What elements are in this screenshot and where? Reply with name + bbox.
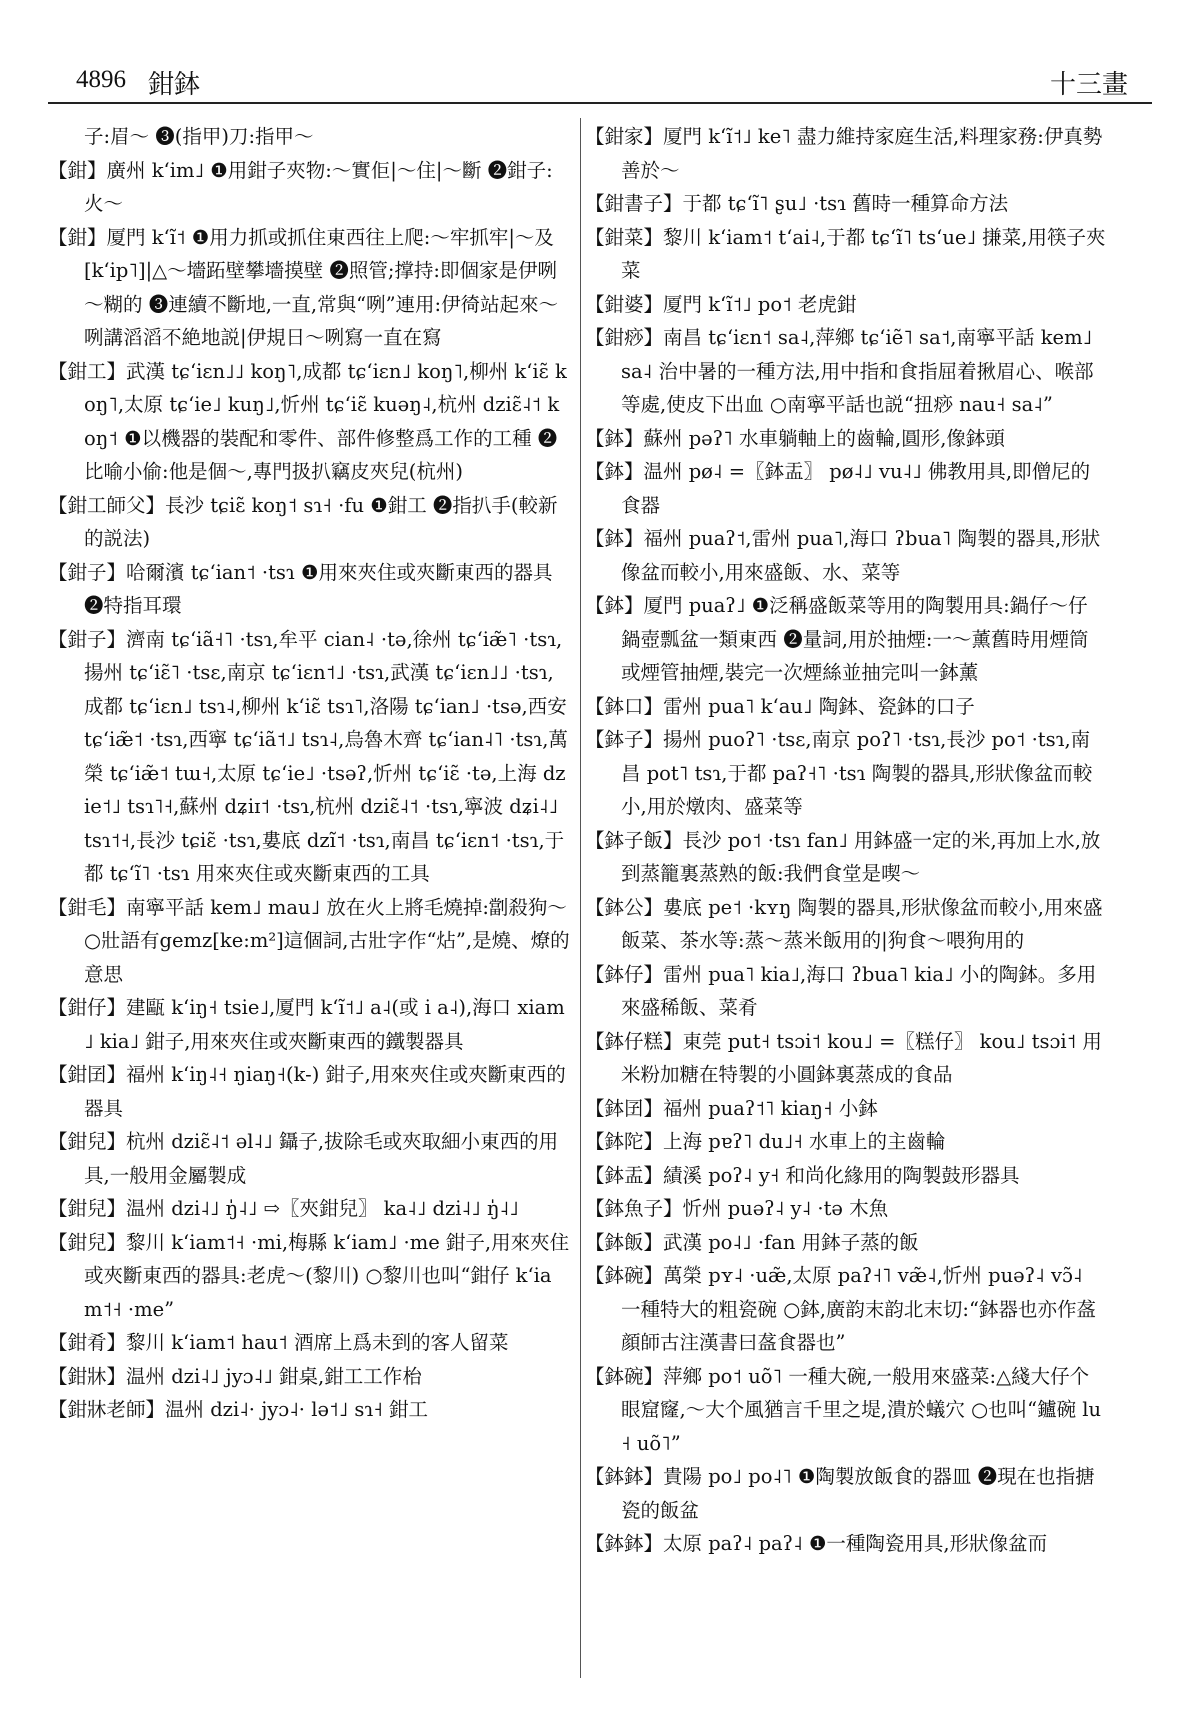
page-header [48,58,1152,104]
entry-continuation: 子:眉～ ❸(指甲)刀:指甲～ [84,125,314,148]
dictionary-entry: 【鉢】福州 puaʔ˦,雷州 pua˥,海口 ʔbua˥ 陶製的器具,形狀像盆而較小,用來盛飯、水、菜等 [585,527,1101,584]
dictionary-entry: 【鉢仔糕】東莞 put˧ tsɔi˦ kou˩ =〖糕仔〗 kou˩ tsɔi˦ 用米粉加糖在特製的小圓鉢裏蒸成的食品 [585,1029,1102,1086]
dictionary-entry: 【鉢仔】雷州 pua˥ kia˩,海口 ʔbua˥ kia˩ 小的陶鉢。多用來盛稀飯、菜肴 [585,962,1097,1019]
dictionary-entry: 【鉢陀】上海 pɐʔ˥ du˩˧ 水車上的主齒輪 [585,1130,946,1153]
dictionary-entry: 【鉗工】武漢 tɕʻiɛn˩˩ koŋ˥,成都 tɕʻiɛn˩ koŋ˥,柳州 kʻiɛ̃ koŋ˥,太原 tɕʻie˩ kuŋ˩,忻州 tɕʻiɛ̃ kuəŋ˨,杭州 dziɛ̃˨˦ koŋ˦ ❶以機器的裝配和零件、部件修整爲工作的工種 ❷比喻小偷:他是個～,專門扱扒竊皮夾兒(杭州) [48,359,567,483]
dictionary-entry: 【鉢盂】績溪 poʔ˨ y˧ 和尚化緣用的陶製鼓形器具 [585,1163,1020,1187]
dictionary-entry: 【鉗肴】黎川 kʻiam˦ hau˦ 酒席上爲未到的客人留菜 [48,1331,509,1354]
dictionary-entry: 【鉗子】濟南 tɕʻiã˧˥ ·tsɿ,牟平 cian˨ ·tə,徐州 tɕʻiæ̃˥ ·tsɿ,揚州 tɕʻiɛ̃˥ ·tsɛ,南京 tɕʻiɛn˦˩ ·tsɿ,武漢 tɕʻiɛn˩˩ ·tsɿ,成都 tɕʻiɛn˩ tsɿ˨,柳州 kʻiɛ̃ tsɿ˥,洛陽 tɕʻian˩ ·tsə,西安 tɕʻiæ̃˦ ·tsɿ,西寧 tɕʻiã˦˩ tsɿ˨,烏魯木齊 tɕʻian˨˥ ·tsɿ,萬榮 tɕʻiæ̃˦ tɯ˧,太原 tɕʻie˩ ·tsəʔ,忻州 tɕʻiɛ̃ ·tə,上海 dzie˦˩ tsɿ˥˧,蘇州 dʑiɪ˦ ·tsɿ,杭州 dziɛ̃˨˦ ·tsɿ,寧波 dʑi˨˩ tsɿ˦˧,長沙 tɕiɛ̃ ·tsɿ,婁底 dzĩ˦ ·tsɿ,南昌 tɕʻiɛn˦ ·tsɿ,于都 tɕʻĩ˥ ·tsɿ 用來夾住或夾斷東西的工具 [48,627,568,885]
dictionary-entry: 【鉢飯】武漢 po˨˩ ·fan 用鉢子蒸的飯 [585,1230,919,1254]
left-column [48,120,570,1427]
dictionary-entry: 【鉗牀】温州 dzi˨˩ jyɔ˨˩ 鉗桌,鉗工工作枱 [48,1364,422,1388]
dictionary-entry: 【鉢碗】萍鄉 po˦ uõ˥ 一種大碗,一般用來盛菜:△綫大仔个眼窟窿,～大个風猶言千里之堤,潰於蟻穴 ○也叫“鑪碗 lu˧ uõ˥” [585,1364,1102,1455]
dictionary-entry: 【鉢公】婁底 pe˦ ·kʏŋ 陶製的器具,形狀像盆而較小,用來盛飯菜、茶水等:蒸～蒸米飯用的|狗食～喂狗用的 [585,895,1103,952]
dictionary-entry: 【鉢】蘇州 pəʔ˥ 水車躺軸上的齒輪,圓形,像鉢頭 [585,426,1005,450]
dictionary-entry: 【鉢鉢】貴陽 po˩ po˨˥ ❶陶製放飯食的器皿 ❷現在也指搪瓷的飯盆 [585,1465,1095,1522]
dictionary-entry: 【鉗工師父】長沙 tɕiɛ̃ koŋ˦ sɿ˧ ·fu ❶鉗工 ❷指扒手(較新的説法) [48,493,558,550]
dictionary-entry: 【鉗兒】温州 dzi˨˩ ŋ̍˨˩ ⇨〖夾鉗兒〗 ka˨˩ dzi˨˩ ŋ̍˨˩ [48,1197,519,1220]
dictionary-entry: 【鉢】厦門 puaʔ˩ ❶泛稱盛飯菜等用的陶製用具:鍋仔～仔鍋壺瓢盆一類東西 ❷量詞,用於抽煙:一～薰舊時用煙筒或煙管抽煙,裝完一次煙絲並抽完叫一鉢薰 [585,594,1089,684]
dictionary-entry: 【鉢口】雷州 pua˥ kʻau˩ 陶鉢、瓷鉢的口子 [585,694,975,718]
dictionary-entry: 【鉢囝】福州 puaʔ˦˥ kiaŋ˧ 小鉢 [585,1096,878,1120]
dictionary-entry: 【鉗兒】杭州 dziɛ̃˨˦ əl˨˩ 鑷子,拔除毛或夾取細小東西的用具,一般用金屬製成 [48,1130,559,1187]
dictionary-entry: 【鉢】温州 pø˨ =〖鉢盂〗 pø˨˩ vu˨˩ 佛教用具,即僧尼的食器 [585,460,1091,517]
right-column [585,120,1107,1561]
dictionary-entry: 【鉗書子】于都 tɕʻĩ˥ ʂu˩ ·tsɿ 舊時一種算命方法 [585,192,1009,215]
dictionary-entry: 【鉗菜】黎川 kʻiam˦ tʻai˨,于都 tɕʻĩ˥ tsʻue˩ 搛菜,用筷子夾菜 [585,225,1106,282]
dictionary-entry: 【鉗子】哈爾濱 tɕʻian˦ ·tsɿ ❶用來夾住或夾斷東西的器具 ❷特指耳環 [48,560,553,617]
dictionary-entry: 【鉗】厦門 kʻĩ˦ ❶用力抓或抓住東西往上爬:～牢抓牢|～及[kʻip˥]|△～墻跖壁攀墻摸壁 ❷照管;撑持:即個家是伊咧～糊的 ❸連續不斷地,一直,常與“咧”連用:伊徛站起來～咧講滔滔不絶地説|伊規日～咧寫一直在寫 [48,225,559,349]
section-label: 十三畫 [1049,70,1128,100]
dictionary-entry: 【鉢鉢】太原 paʔ˨ paʔ˨ ❶一種陶瓷用具,形狀像盆而 [585,1532,1048,1555]
dictionary-entry: 【鉗】廣州 kʻim˩ ❶用鉗子夾物:～實佢|～住|～斷 ❷鉗子:火～ [48,158,553,215]
dictionary-entry: 【鉗囝】福州 kʻiŋ˨˧ ŋiaŋ˧(k-) 鉗子,用來夾住或夾斷東西的器具 [48,1063,566,1120]
dictionary-entry: 【鉢碗】萬榮 pʏ˨ ·uæ̃,太原 paʔ˧˥ væ̃˨,忻州 puəʔ˨ vɔ̃˨ 一種特大的粗瓷碗 ○鉢,廣韵末韵北末切:“鉢器也亦作盋顔師古注漢書曰盋食器也” [585,1264,1096,1354]
dictionary-entry: 【鉗家】厦門 kʻĩ˦˩ ke˥ 盡力維持家庭生活,料理家務:伊真勢善於～ [585,125,1103,182]
dictionary-entry: 【鉗毛】南寧平話 kem˩ mau˩ 放在火上將毛燒掉:劏殺狗～ ○壯語有gemz[ke:m²]這個詞,古壯字作“炶”,是燒、燎的意思 [48,895,570,986]
dictionary-entry: 【鉢魚子】忻州 puəʔ˨ y˨ ·tə 木魚 [585,1197,889,1220]
dictionary-entry: 【鉗兒】黎川 kʻiam˦˧ ·mi,梅縣 kʻiam˩ ·me 鉗子,用來夾住或夾斷東西的器具:老虎～(黎川) ○黎川也叫“鉗仔 kʻiam˦˧ ·me” [48,1230,570,1321]
column-divider [580,118,581,1678]
dictionary-entry: 【鉢子飯】長沙 po˦ ·tsɿ fan˩ 用鉢盛一定的米,再加上水,放到蒸籠裏蒸熟的飯:我們食堂是喫～ [585,828,1101,885]
dictionary-entry: 【鉢子】揚州 puoʔ˥ ·tsɛ,南京 poʔ˥ ·tsɿ,長沙 po˦ ·tsɿ,南昌 pot˥ tsɿ,于都 paʔ˧˥ ·tsɿ 陶製的器具,形狀像盆而較小,用於燉肉、盛菜等 [585,728,1093,818]
dictionary-entry: 【鉗仔】建甌 kʻiŋ˧ tsie˩,厦門 kʻĩ˦˩ a˨(或 i a˨),海口 xiam˩ kia˩ 鉗子,用來夾住或夾斷東西的鐵製器具 [48,996,565,1053]
dictionary-entry: 【鉗婆】厦門 kʻĩ˦˩ po˦ 老虎鉗 [585,292,857,316]
page-number: 4896 [76,66,126,93]
dictionary-entry: 【鉗痧】南昌 tɕʻiɛn˦ sa˨,萍鄉 tɕʻiẽ˥ sa˦,南寧平話 kem˩ sa˨ 治中暑的一種方法,用中指和食指屈着揪眉心、喉部等處,使皮下出血 ○南寧平話也説“扭痧 nau˧ sa˨” [585,326,1094,416]
dictionary-entry: 【鉗牀老師】温州 dzi˨· jyɔ˨· lə˦˩ sɿ˧ 鉗工 [48,1398,429,1421]
running-title: 鉗鉢 [148,70,201,100]
